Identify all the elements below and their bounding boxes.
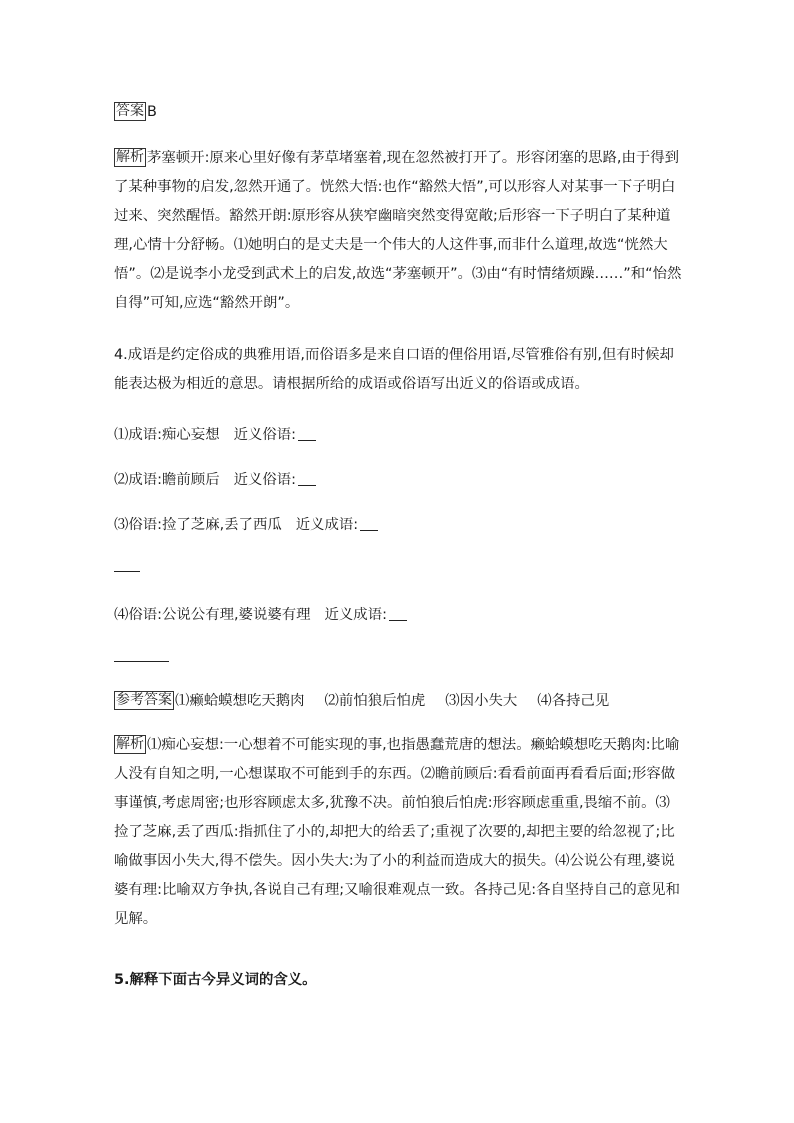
question-4-item-4: ⑷俗语:公说公有理,婆说婆有理 近义成语: bbox=[114, 601, 682, 630]
analysis-text-2: ⑴痴心妄想:一心想着不可能实现的事,也指愚蠢荒唐的想法。癞蛤蟆想吃天鹅肉:比喻人没有自知之明,一心想谋取不可能到手的东西。⑵瞻前顾后:看看前面再看看后面;形容做事谨慎,考虑周密;也形容顾虑太多,犹豫不决。前怕狼后怕虎:形容顾虑重重,畏缩不前。⑶捡了芝麻,丢了西瓜:指抓住了小的,却把大的给丢了;重视了次要的,却把主要的给忽视了;比喻做事因小失大,得不偿失。因小失大:为了小的利益而造成大的损失。⑷公说公有理,婆说婆有理:比喻双方争执,各说自己有理;又喻很难观点一致。各持己见:各自坚持自己的意见和见解。 bbox=[114, 737, 680, 927]
reference-answer-item: ⑶因小失大 bbox=[445, 693, 518, 709]
answer-label: 答案 bbox=[116, 103, 144, 119]
reference-answer-item: ⑷各持己见 bbox=[537, 693, 610, 709]
question-4-item-2: ⑵成语:瞻前顾后 近义俗语: bbox=[114, 466, 682, 495]
analysis-block-1 bbox=[114, 144, 682, 318]
question-4-stem: 4.成语是约定俗成的典雅用语,而俗语多是来自口语的俚俗用语,尽管雅俗有别,但有时候却能表达极为相近的意思。请根据所给的成语或俗语写出近义的俗语或成语。 bbox=[114, 347, 674, 392]
analysis-text-1: 茅塞顿开:原来心里好像有茅草堵塞着,现在忽然被打开了。形容闭塞的思路,由于得到了某种事物的启发,忽然开通了。恍然大悟:也作“豁然大悟”,可以形容人对某事一下子明白过来、突然醒悟。豁然开朗:原形容从狭窄幽暗突然变得宽敞;后形容一下子明白了某种道理,心情十分舒畅。⑴她明白的是丈夫是一个伟大的人这件事,而非什么道理,故选“恍然大悟”。⑵是说李小龙受到武术上的启发,故选“茅塞顿开”。⑶由“有时情绪烦躁……”和“怡然自得”可知,应选“豁然开朗”。 bbox=[114, 150, 682, 311]
reference-answer-label: 参考答案 bbox=[116, 692, 172, 708]
question-5-stem: 5.解释下面古今异义词的含义。 bbox=[114, 972, 317, 988]
answer-line[interactable] bbox=[114, 661, 169, 662]
answer-blank[interactable] bbox=[298, 426, 316, 441]
answer-blank[interactable] bbox=[360, 516, 378, 531]
answer-block bbox=[114, 98, 682, 127]
analysis-block-2 bbox=[114, 731, 682, 934]
question-4-item-1: ⑴成语:痴心妄想 近义俗语: bbox=[114, 421, 682, 450]
question-4-item-3: ⑶俗语:捡了芝麻,丢了西瓜 近义成语: bbox=[114, 511, 682, 540]
answer-value: B bbox=[147, 104, 157, 120]
answer-blank[interactable] bbox=[389, 606, 407, 621]
answer-blank[interactable] bbox=[298, 471, 316, 486]
analysis-label-2: 解析 bbox=[116, 736, 144, 752]
reference-answer-item: ⑵前怕狼后怕虎 bbox=[324, 693, 426, 709]
reference-answer-block bbox=[114, 687, 682, 716]
analysis-label-1: 解析 bbox=[116, 149, 144, 165]
reference-answer-item: ⑴癞蛤蟆想吃天鹅肉 bbox=[175, 693, 305, 709]
answer-line[interactable] bbox=[114, 571, 140, 572]
